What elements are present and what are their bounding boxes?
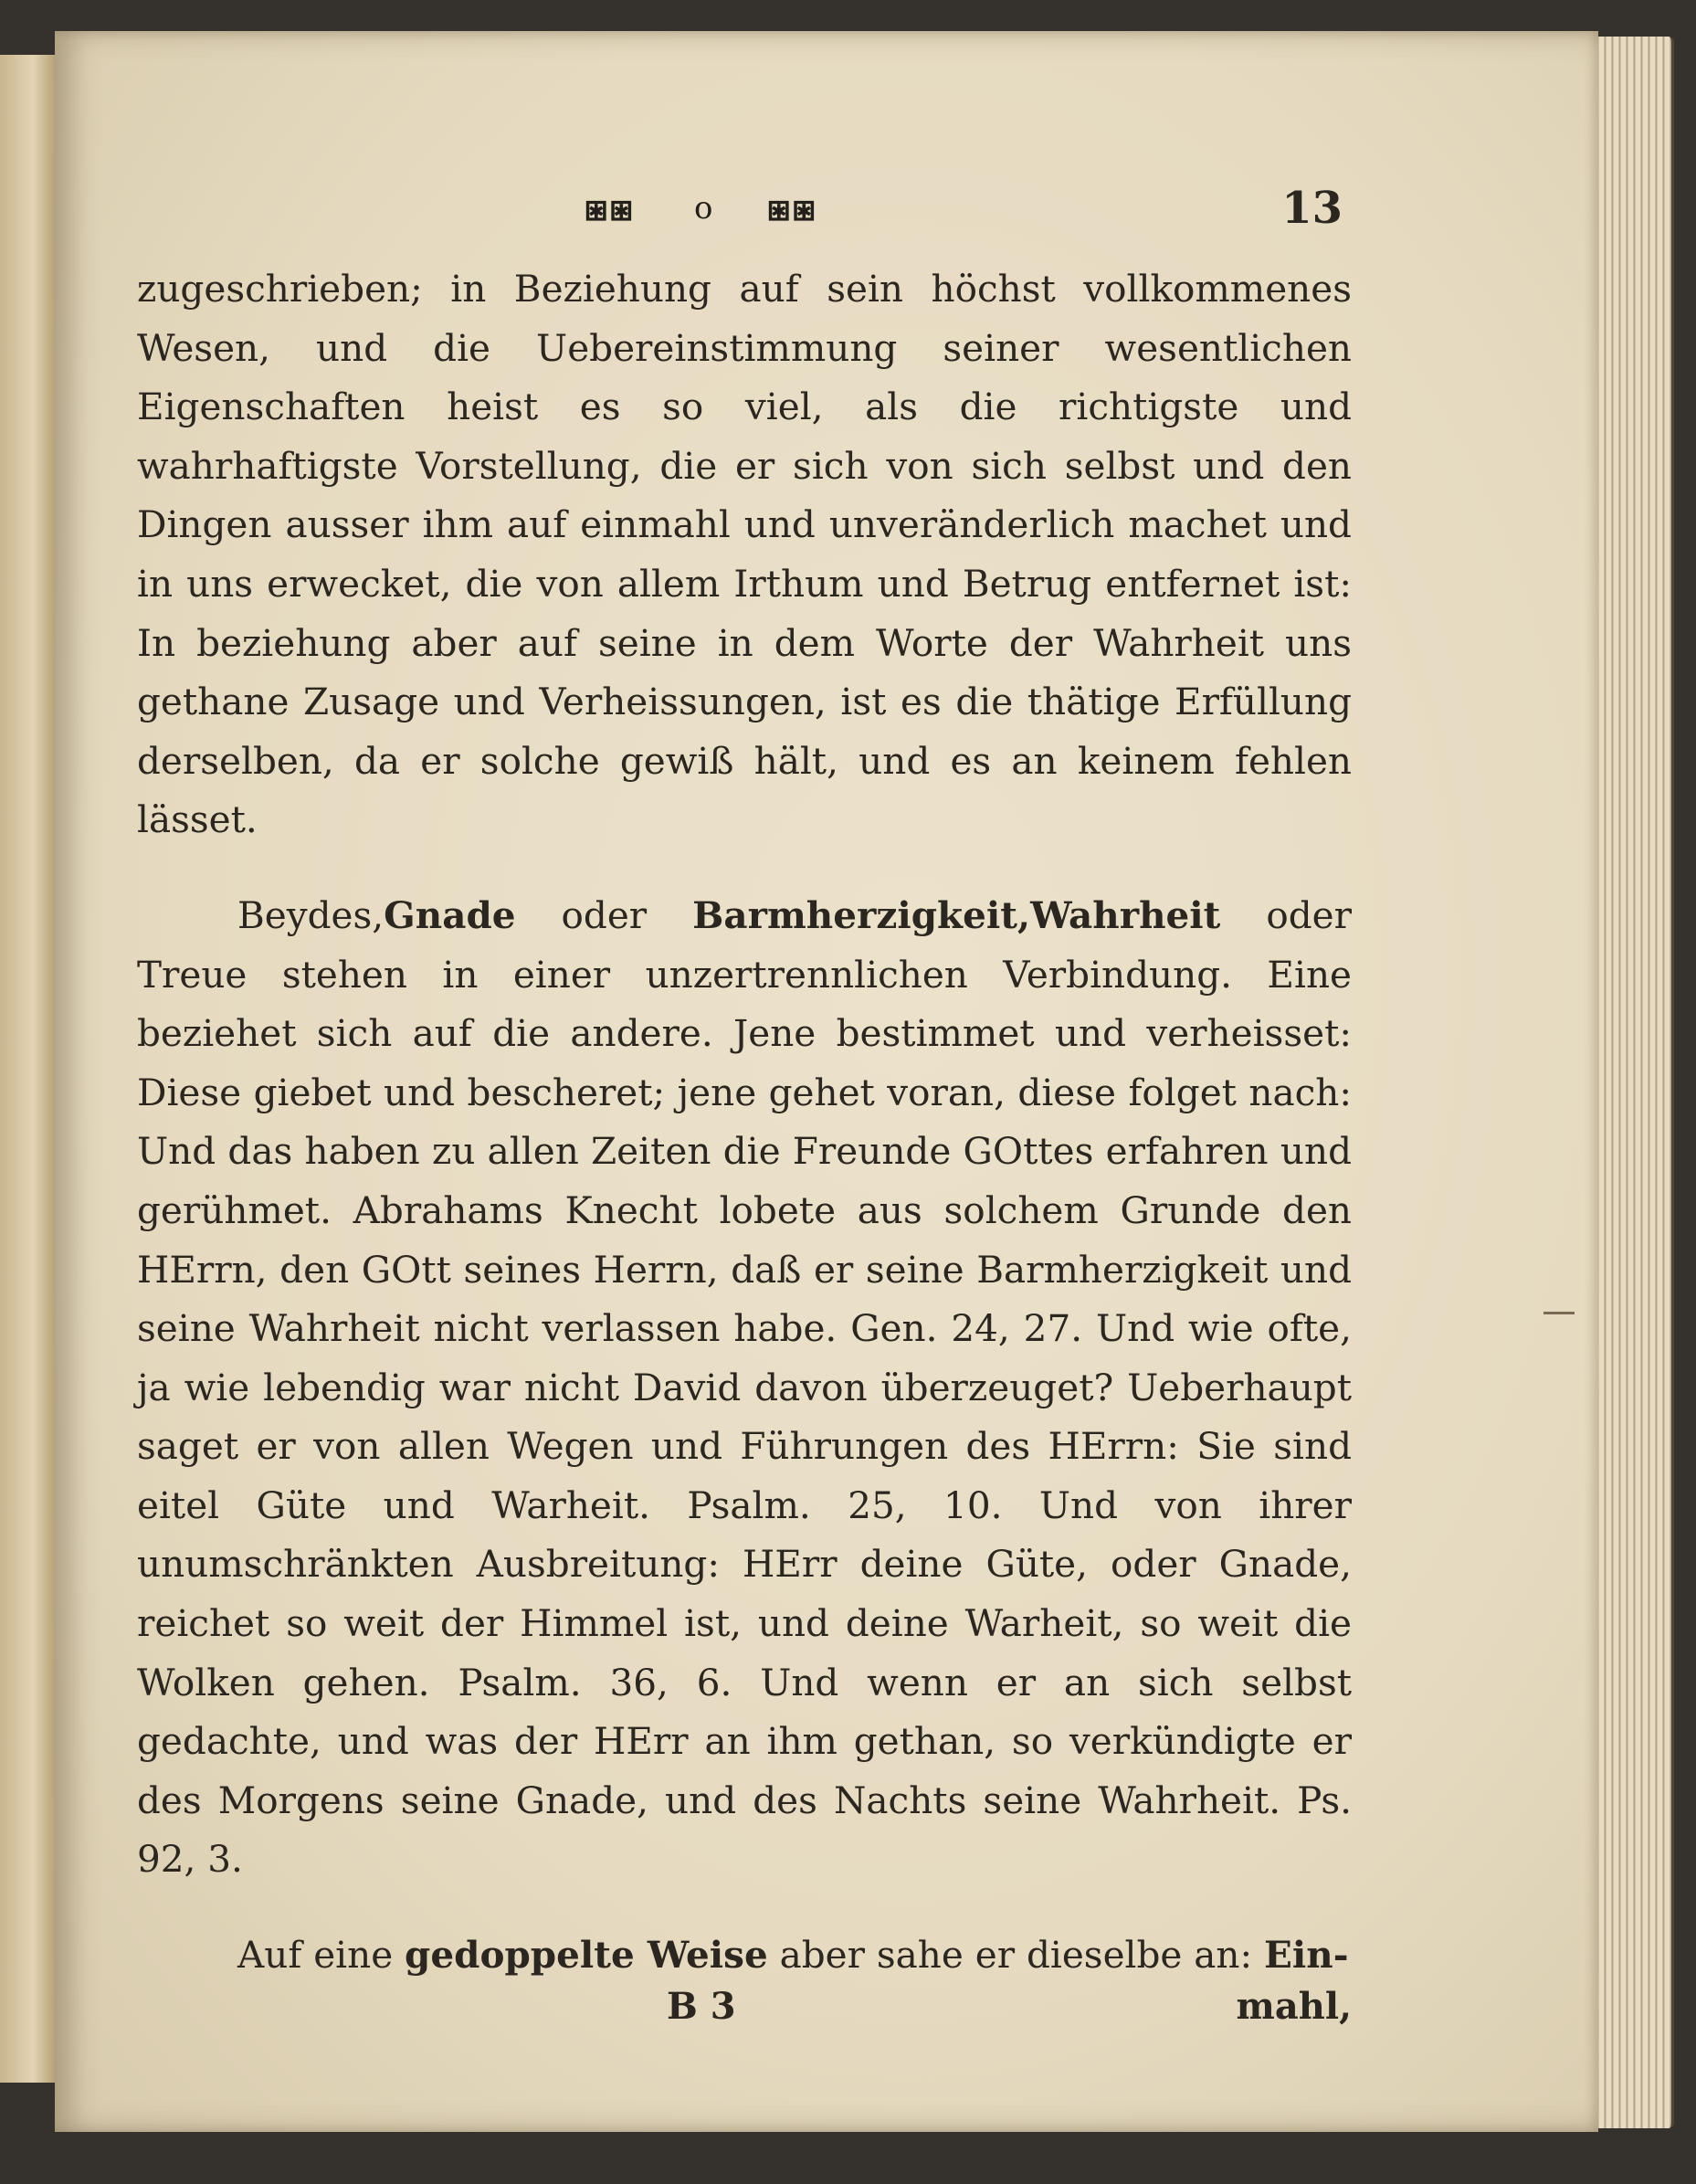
- emphasis-barmherzigkeit: Barmherzigkeit,: [692, 892, 1031, 937]
- previous-page-edge: [0, 55, 57, 2083]
- page-footer: [137, 1985, 1352, 2049]
- catchword: mahl,: [1236, 1984, 1352, 2028]
- paragraph-2-treue: Treue: [137, 952, 248, 997]
- paragraph-3-text: aber sahe er dieselbe an:: [767, 1933, 1265, 1978]
- running-head: [137, 177, 1352, 259]
- paragraph-2-connector-2: oder: [1220, 892, 1352, 937]
- page-number: 13: [1281, 183, 1343, 234]
- emphasis-gedoppelte-weise: gedoppelte Weise: [405, 1933, 768, 1978]
- ornament-mid: o: [694, 190, 715, 227]
- paragraph-2-rest: stehen in einer unzertrennlichen Verbindung. Eine beziehet sich auf die andere. Jene bestimmet und verheisset: Diese giebet und bescheret; jene gehet voran, diese folget nach: Und das haben zu allen Zeiten die Freunde GOttes erfahren und gerühmet. Abrahams Knecht lobete aus solchem Grunde den HErrn, den GOtt seines Herrn, daß er seine Barmherzigkeit und seine Wahrheit nicht verlassen habe. Gen. 24, 27. Und wie ofte, ja wie lebendig war nicht David davon überzeuget? Ueberhaupt saget er von allen Wegen und Führungen des HErrn: Sie sind eitel Güte und Warheit. Psalm. 25, 10. Und von ihrer unumschränkten Ausbreitung: HErr deine Güte, oder Gnade, reichet so weit der Himmel ist, und deine Warheit, so weit die Wolken gehen. Psalm. 36, 6. Und wenn er an sich selbst gedachte, und was der HErr an ihm gethan, so verkündigte er des Morgens seine Gnade, und des Nachts seine Wahrheit. Ps. 92, 3.: [137, 952, 1352, 1882]
- margin-dash: [1543, 1312, 1575, 1314]
- paragraph-3-lead: Auf eine: [237, 1933, 406, 1978]
- emphasis-wahrheit: Wahrheit: [1030, 892, 1221, 937]
- book-page: [55, 31, 1598, 2132]
- paragraph-2-connector-1: oder: [515, 892, 693, 937]
- page-content: [137, 177, 1352, 2049]
- signature-mark: B 3: [667, 1984, 736, 2028]
- paragraph-2: [137, 886, 1352, 1889]
- paragraph-2-lead: Beydes,: [237, 892, 384, 937]
- ornament-left: ⧆⧆: [585, 186, 635, 229]
- emphasis-ein: Ein-: [1264, 1933, 1349, 1978]
- paragraph-3: [137, 1926, 1352, 1985]
- ornament-right: ⧆⧆: [767, 186, 817, 229]
- emphasis-gnade: Gnade: [384, 892, 516, 937]
- paragraph-1: zugeschrieben; in Beziehung auf sein höchst vollkommenes Wesen, und die Uebereinstimmung seiner wesentlichen Eigenschaften heist es so viel, als die richtigste und wahrhaftigste Vorstellung, die er sich von sich selbst und den Dingen ausser ihm auf einmahl und unveränderlich machet und in uns erwecket, die von allem Irthum und Betrug entfernet ist: In beziehung aber auf seine in dem Worte der Wahrheit uns gethane Zusage und Verheissungen, ist es die thätige Erfüllung derselben, da er solche gewiß hält, und es an keinem fehlen lässet.: [137, 267, 1352, 842]
